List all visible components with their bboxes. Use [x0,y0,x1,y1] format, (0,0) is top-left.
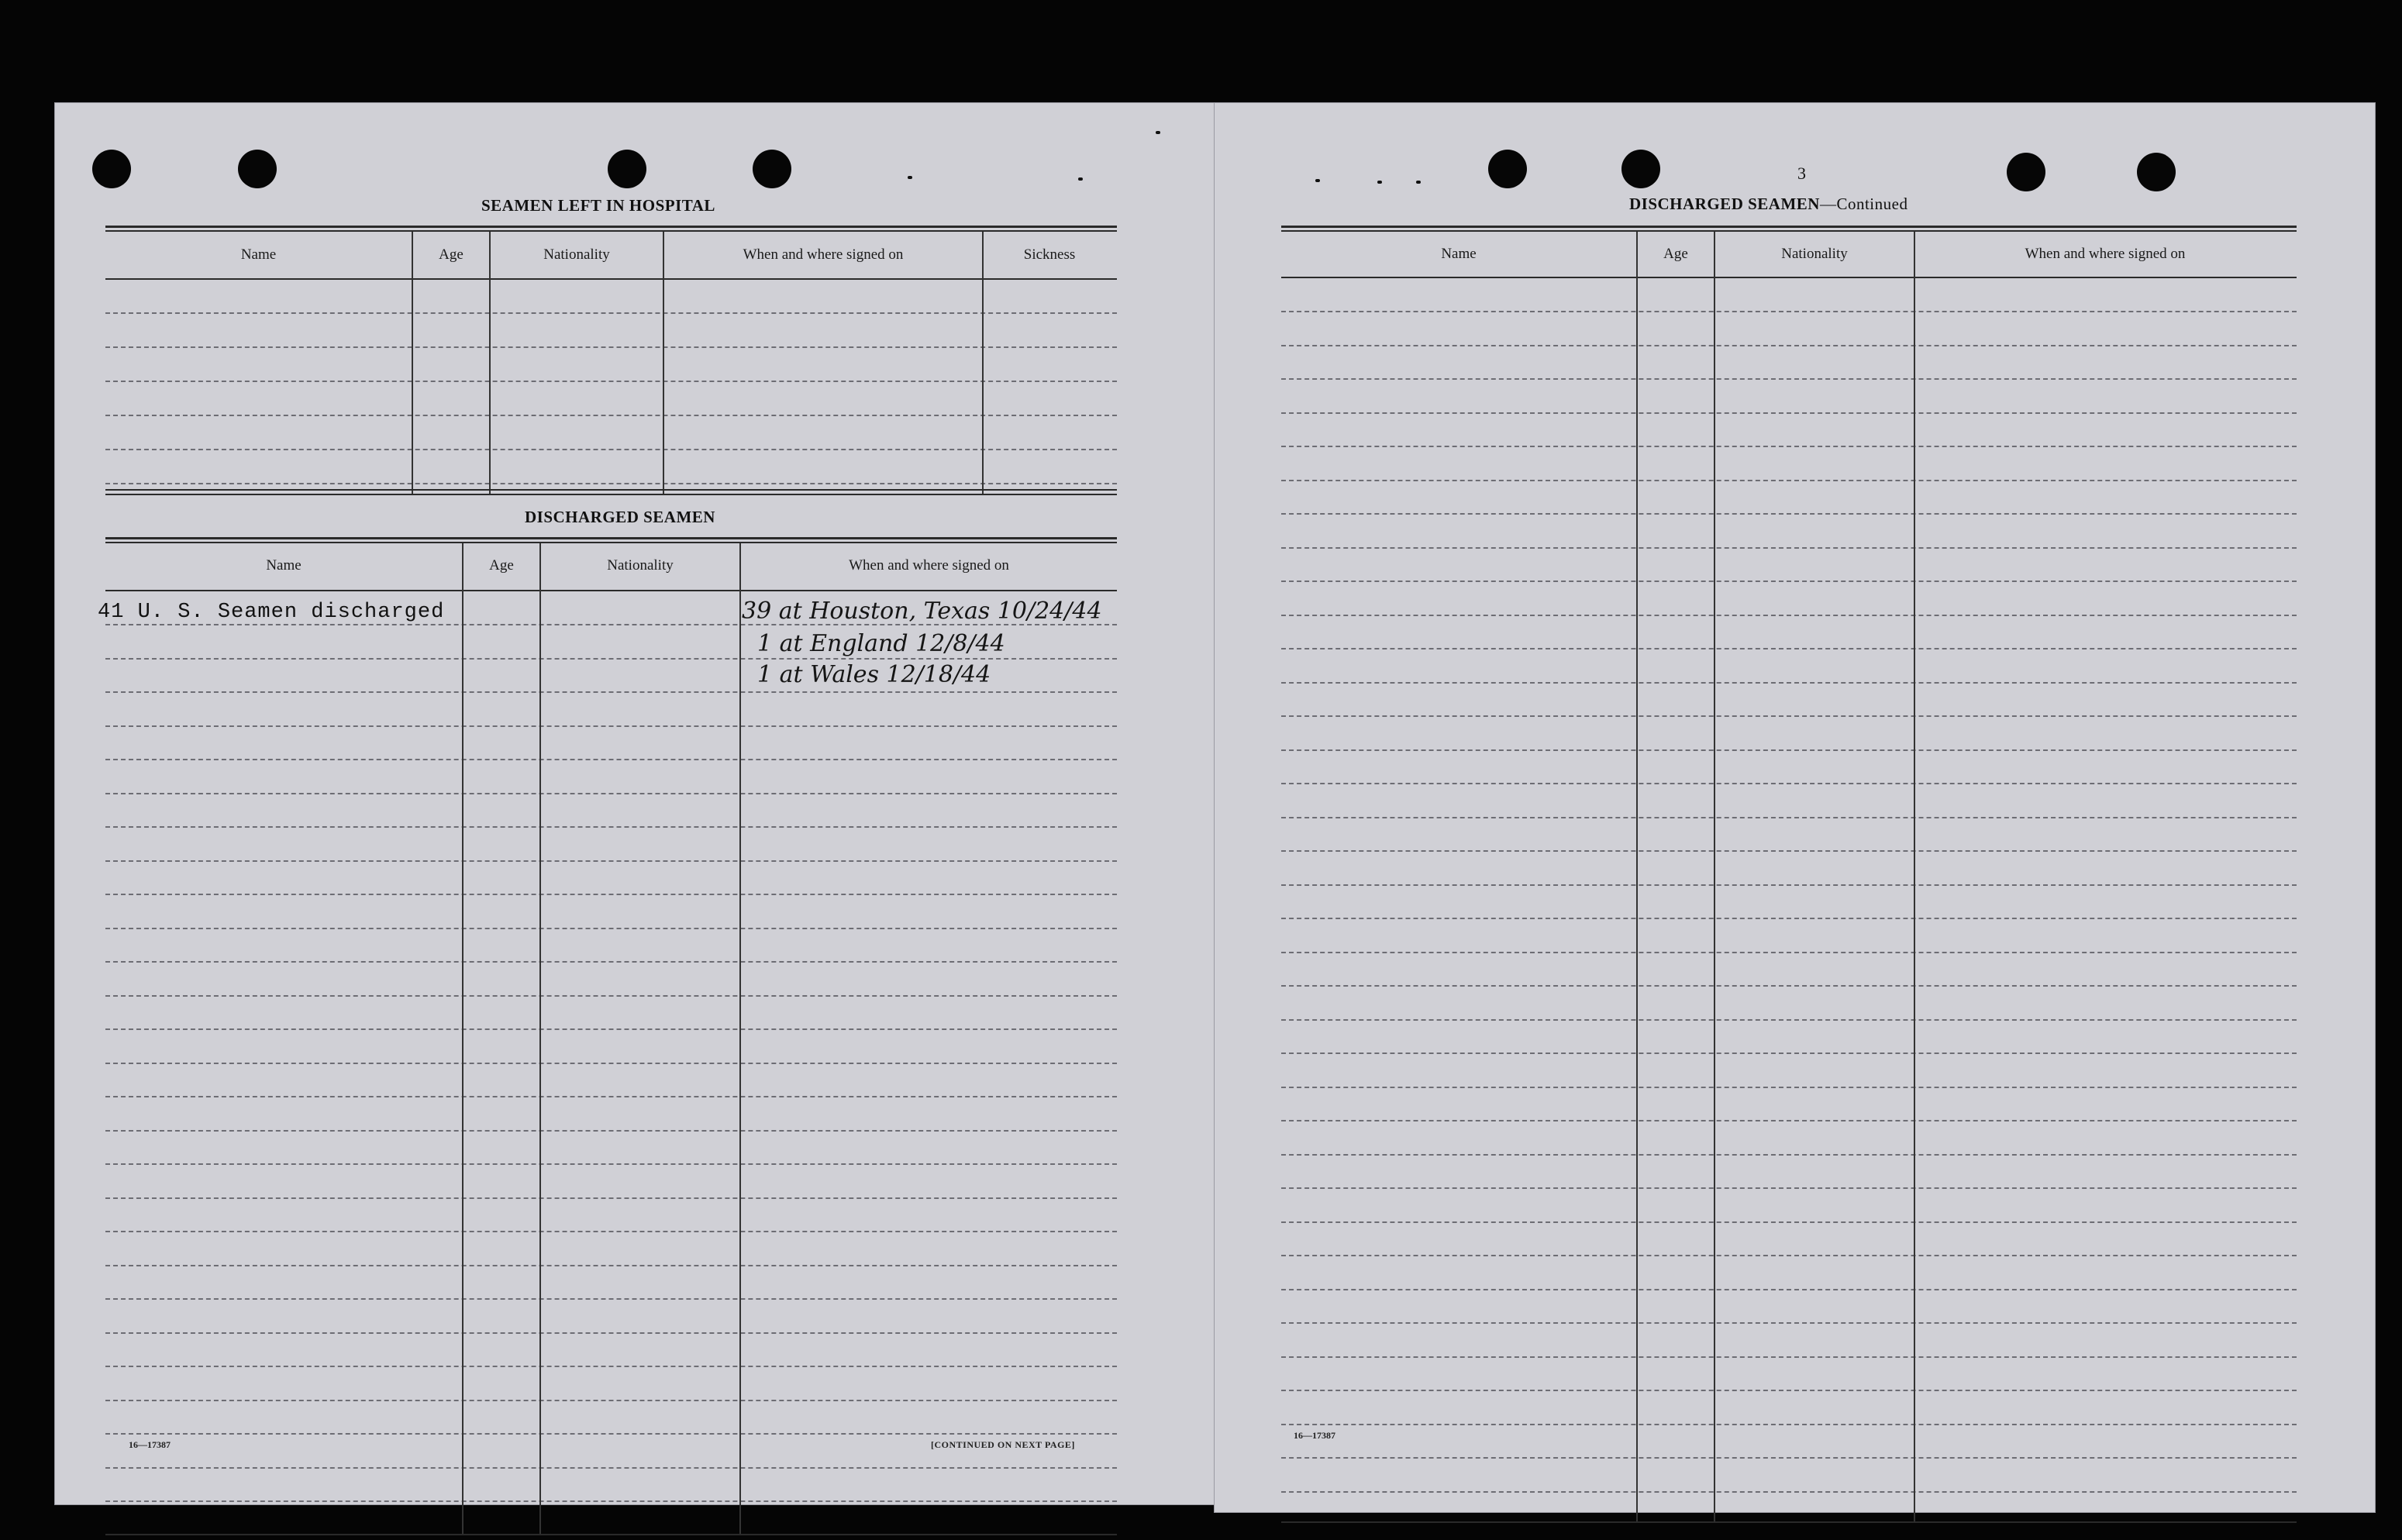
table-row [105,1197,1117,1199]
hospital-col-divider [663,232,664,494]
table-row [1281,412,2297,414]
table-row [105,894,1117,895]
table-row [1281,648,2297,649]
table-row [1281,513,2297,515]
punch-hole [2137,153,2176,191]
title-suffix: —Continued [1819,195,1908,213]
discharged-col-name: Name [266,557,302,574]
hospital-col-signed-on: When and where signed on [743,246,904,263]
table-row [1281,1019,2297,1021]
continued-col-divider [1914,232,1915,1523]
table-row [105,725,1117,727]
discharged-col-nationality: Nationality [607,557,674,574]
speck [1078,177,1083,181]
table-row [1281,1087,2297,1088]
speck [1377,181,1382,184]
table-row [105,1500,1117,1502]
page-number: 3 [1797,164,1806,183]
title-main: DISCHARGED SEAMEN [1629,195,1820,213]
table-row [1281,749,2297,751]
continued-col-age: Age [1663,246,1688,262]
table-row [1281,1424,2297,1425]
table-row [1281,345,2297,346]
continued-col-signed-on: When and where signed on [2025,246,2186,262]
right-page [1214,102,2376,1513]
hospital-top-rule [105,226,1117,228]
punch-hole [238,150,277,188]
table-row [1281,985,2297,987]
table-row [105,346,1117,348]
continued-bottom-rule [1281,1521,2297,1523]
table-row [1281,1053,2297,1054]
hospital-col-sickness: Sickness [1023,246,1076,263]
table-row [105,1096,1117,1097]
table-row [1281,850,2297,852]
discharged-col-divider [539,543,541,1535]
table-row [1281,1120,2297,1121]
discharged-col-divider [462,543,464,1535]
table-row [1281,1322,2297,1324]
discharged-continued-title [1629,195,1907,214]
table-row [105,449,1117,450]
table-row [1281,615,2297,616]
discharged-col-age: Age [489,557,514,574]
table-row [1281,682,2297,684]
table-row [1281,1356,2297,1358]
hospital-col-divider [489,232,491,494]
discharged-col-divider [739,543,741,1535]
hospital-bottom-rule [105,489,1117,491]
table-row [105,1400,1117,1401]
table-row [1281,1491,2297,1493]
table-row [1281,446,2297,447]
table-row [1281,1221,2297,1223]
table-row [105,1433,1117,1435]
continued-top-rule [1281,226,2297,228]
punch-hole [608,150,646,188]
hospital-col-age: Age [439,246,464,263]
table-row [105,415,1117,416]
table-row [1281,1390,2297,1391]
discharged-header-rule [105,590,1117,591]
speck [1315,179,1320,182]
hospital-top-rule-2 [105,230,1117,232]
discharged-entry-signed-on: 39 at Houston, Texas 10/24/44 [742,598,1102,625]
table-row [1281,480,2297,481]
table-row [1281,1289,2297,1290]
table-row [105,1231,1117,1232]
continued-col-nationality: Nationality [1781,246,1848,262]
table-row [105,928,1117,929]
hospital-section-title: SEAMEN LEFT IN HOSPITAL [481,196,715,215]
hospital-col-divider [982,232,984,494]
speck [1156,131,1160,134]
table-row [1281,1187,2297,1189]
hospital-header-rule [105,278,1117,280]
discharged-top-rule-2 [105,542,1117,543]
hospital-col-nationality: Nationality [543,246,610,263]
continued-col-divider [1714,232,1715,1523]
table-row [105,658,1117,660]
punch-hole [2007,153,2045,191]
continued-top-rule-2 [1281,230,2297,232]
speck [908,176,912,179]
table-row [105,793,1117,794]
table-row [105,381,1117,382]
table-row [1281,783,2297,784]
table-row [1281,581,2297,582]
table-row [1281,311,2297,312]
table-row [1281,884,2297,886]
table-row [1281,378,2297,380]
table-row [105,860,1117,862]
discharged-entry-signed-on: 1 at Wales 12/18/44 [757,661,991,688]
table-row [105,483,1117,484]
table-row [105,826,1117,828]
table-row [1281,547,2297,549]
hospital-col-divider [412,232,413,494]
continued-header-rule [1281,277,2297,278]
discharged-top-rule [105,537,1117,539]
table-row [105,312,1117,314]
table-row [105,1298,1117,1300]
table-row [1281,715,2297,717]
table-row [105,1130,1117,1132]
form-number: 16—17387 [1294,1430,1335,1441]
table-row [105,1467,1117,1469]
left-page [54,102,1215,1505]
continued-col-divider [1636,232,1638,1523]
table-row [105,961,1117,963]
table-row [105,995,1117,997]
table-row [1281,918,2297,919]
table-row [105,1028,1117,1030]
punch-hole [753,150,791,188]
punch-hole [1621,150,1660,188]
table-row [105,1332,1117,1334]
continued-col-name: Name [1441,246,1477,262]
continued-note: [CONTINUED ON NEXT PAGE] [931,1439,1075,1450]
table-row [105,1265,1117,1266]
table-row [1281,952,2297,953]
table-row [105,1163,1117,1165]
punch-hole [92,150,131,188]
punch-hole [1488,150,1527,188]
discharged-entry-signed-on: 1 at England 12/8/44 [757,630,1005,657]
discharged-col-signed-on: When and where signed on [849,557,1009,574]
table-row [105,1063,1117,1064]
discharged-bottom-rule [105,1534,1117,1535]
table-row [105,759,1117,760]
table-row [105,1366,1117,1367]
table-row [1281,817,2297,818]
table-row [105,691,1117,693]
discharged-section-title: DISCHARGED SEAMEN [525,508,715,526]
discharged-entry-name: 41 U. S. Seamen discharged [98,601,445,624]
hospital-bottom-rule-2 [105,494,1117,495]
hospital-col-name: Name [240,246,277,263]
table-row [1281,1154,2297,1156]
table-row [1281,1255,2297,1256]
speck [1416,181,1421,184]
table-row [1281,1457,2297,1459]
form-number: 16—17387 [129,1439,171,1450]
